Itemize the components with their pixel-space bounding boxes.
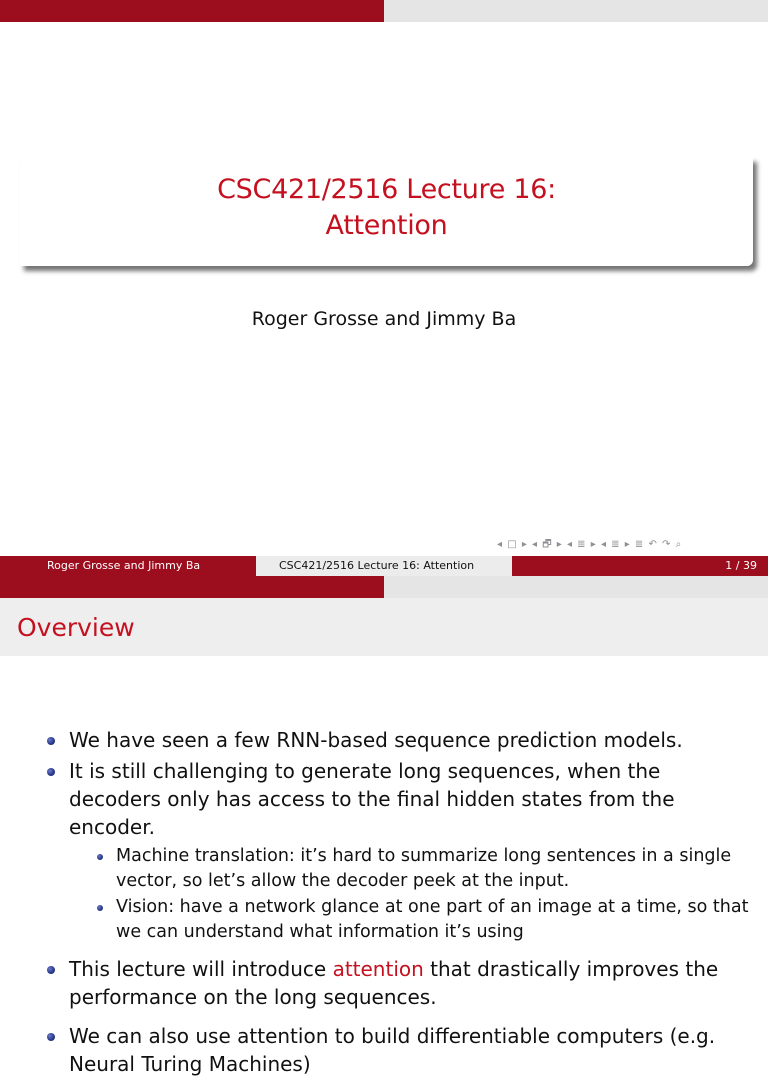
- footer-page-number: 1 / 39: [725, 559, 757, 572]
- highlight-term: attention: [332, 957, 424, 981]
- bullet-text-before: This lecture will introduce: [69, 957, 333, 981]
- bullet-text: We have seen a few RNN-based sequence prediction models.: [69, 728, 683, 752]
- sub-bullet-icon: [97, 905, 103, 911]
- sub-bullet-icon: [97, 854, 103, 860]
- bullet-item: [0, 955, 749, 1011]
- slide-authors: Roger Grosse and Jimmy Ba: [251, 308, 517, 330]
- sub-bullet-item: [0, 844, 756, 894]
- bullet-icon: [47, 768, 55, 776]
- bullet-item: [0, 757, 749, 841]
- frame-title: Overview: [17, 613, 135, 642]
- sub-bullet-text: Vision: have a network glance at one part of an image at a time, so that we can understand what information it’s using: [116, 897, 749, 942]
- slide-title-line1: CSC421/2516 Lecture 16:: [217, 174, 556, 205]
- header-bar-grey-2: [384, 576, 768, 598]
- bullet-icon: [47, 966, 55, 974]
- header-bar-red: [0, 0, 384, 22]
- sub-bullet-item: [0, 895, 756, 945]
- bullet-text-after: that drastically improves the performance on the long sequences.: [69, 957, 719, 1009]
- bullet-text: We can also use attention to build differentiable computers (e.g. Neural Turing Machines): [69, 1024, 716, 1076]
- footer-title: CSC421/2516 Lecture 16: Attention: [279, 559, 475, 572]
- footer-authors: Roger Grosse and Jimmy Ba: [47, 559, 201, 572]
- bullet-item: [0, 726, 749, 754]
- header-bar-grey: [384, 0, 768, 22]
- bullet-icon: [47, 737, 55, 745]
- bullet-icon: [47, 1033, 55, 1041]
- slide-title: [20, 172, 753, 244]
- bullet-list: [0, 726, 768, 1078]
- slide-title-line2: Attention: [325, 210, 448, 241]
- sub-bullet-text: Machine translation: it’s hard to summarize long sentences in a single vector, so let’s allow the decoder peek at the input.: [116, 846, 732, 891]
- bullet-text: It is still challenging to generate long sequences, when the decoders only has access to the final hidden states from the encoder.: [69, 759, 675, 839]
- beamer-navigation-icons[interactable]: ◂ □ ▸ ◂ 🗗 ▸ ◂ ≣ ▸ ◂ ≣ ▸ ≣ ↶ ↷ ⌕: [497, 539, 683, 550]
- header-bar-red-2: [0, 576, 384, 598]
- bullet-item: [0, 1022, 749, 1078]
